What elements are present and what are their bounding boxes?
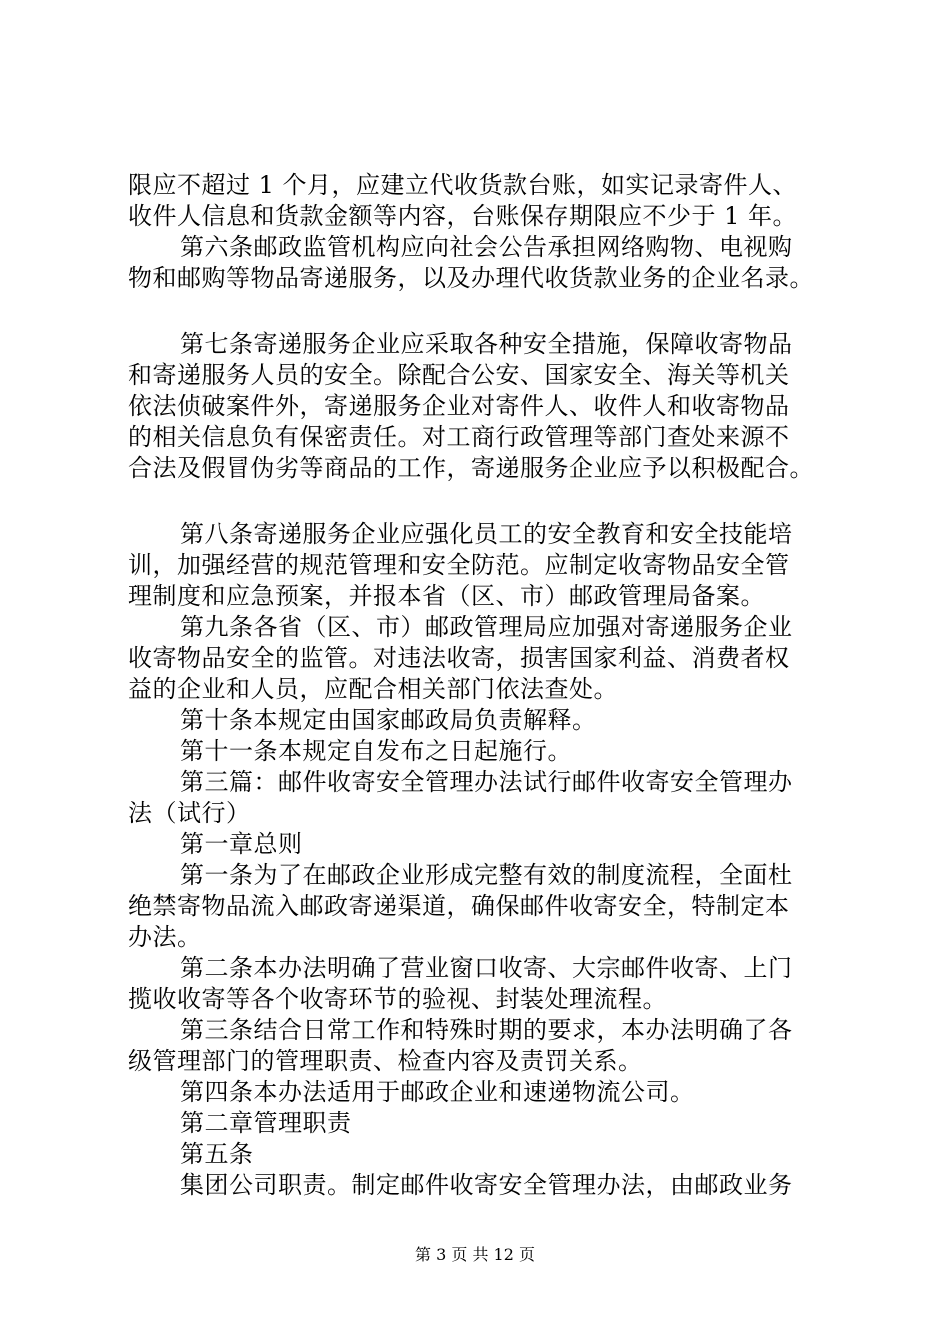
text-line: 限应不超过 1 个月，应建立代收货款台账，如实记录寄件人、 <box>128 171 798 199</box>
text-line: 办法。 <box>128 923 202 951</box>
text-line: 第二章管理职责 <box>180 1109 352 1137</box>
text-line: 第一条为了在邮政企业形成完整有效的制度流程，全面杜 <box>180 861 793 889</box>
text-line: 第五条 <box>180 1140 254 1168</box>
text-line: 法（试行） <box>128 799 251 827</box>
text-line: 第九条各省（区、市）邮政管理局应加强对寄递服务企业 <box>180 613 793 641</box>
text-line: 第四条本办法适用于邮政企业和速递物流公司。 <box>180 1078 695 1106</box>
text-line: 绝禁寄物品流入邮政寄递渠道，确保邮件收寄安全，特制定本 <box>128 892 790 920</box>
text-line: 物和邮购等物品寄递服务，以及办理代收货款业务的企业名录。 <box>128 264 814 292</box>
text-line: 第六条邮政监管机构应向社会公告承担网络购物、电视购 <box>180 233 793 261</box>
text-line: 级管理部门的管理职责、检查内容及责罚关系。 <box>128 1047 643 1075</box>
text-line: 第十一条本规定自发布之日起施行。 <box>180 737 572 765</box>
text-line: 第七条寄递服务企业应采取各种安全措施，保障收寄物品 <box>180 330 793 358</box>
text-line: 第十条本规定由国家邮政局负责解释。 <box>180 706 597 734</box>
text-line: 收件人信息和货款金额等内容，台账保存期限应不少于 1 年。 <box>128 202 798 230</box>
text-line: 第二条本办法明确了营业窗口收寄、大宗邮件收寄、上门 <box>180 954 793 982</box>
text-line: 第八条寄递服务企业应强化员工的安全教育和安全技能培 <box>180 520 793 548</box>
text-line: 和寄递服务人员的安全。除配合公安、国家安全、海关等机关 <box>128 361 790 389</box>
text-line: 第一章总则 <box>180 830 303 858</box>
text-line: 依法侦破案件外，寄递服务企业对寄件人、收件人和收寄物品 <box>128 392 790 420</box>
paragraph-gap <box>128 294 843 329</box>
text-line: 第三篇：邮件收寄安全管理办法试行邮件收寄安全管理办 <box>180 768 793 796</box>
paragraph-gap <box>128 484 843 519</box>
text-line: 训，加强经营的规范管理和安全防范。应制定收寄物品安全管 <box>128 551 790 579</box>
text-line: 集团公司职责。制定邮件收寄安全管理办法，由邮政业务 <box>180 1171 793 1199</box>
text-line: 益的企业和人员，应配合相关部门依法查处。 <box>128 675 618 703</box>
page-footer: 第 3 页 共 12 页 <box>415 1245 535 1264</box>
text-line: 揽收收寄等各个收寄环节的验视、封装处理流程。 <box>128 985 667 1013</box>
text-line: 合法及假冒伪劣等商品的工作，寄递服务企业应予以积极配合。 <box>128 454 814 482</box>
text-line: 收寄物品安全的监管。对违法收寄，损害国家利益、消费者权 <box>128 644 790 672</box>
text-line: 第三条结合日常工作和特殊时期的要求，本办法明确了各 <box>180 1016 793 1044</box>
text-line: 理制度和应急预案，并报本省（区、市）邮政管理局备案。 <box>128 582 765 610</box>
document-body <box>128 170 843 1201</box>
text-line: 的相关信息负有保密责任。对工商行政管理等部门查处来源不 <box>128 423 790 451</box>
